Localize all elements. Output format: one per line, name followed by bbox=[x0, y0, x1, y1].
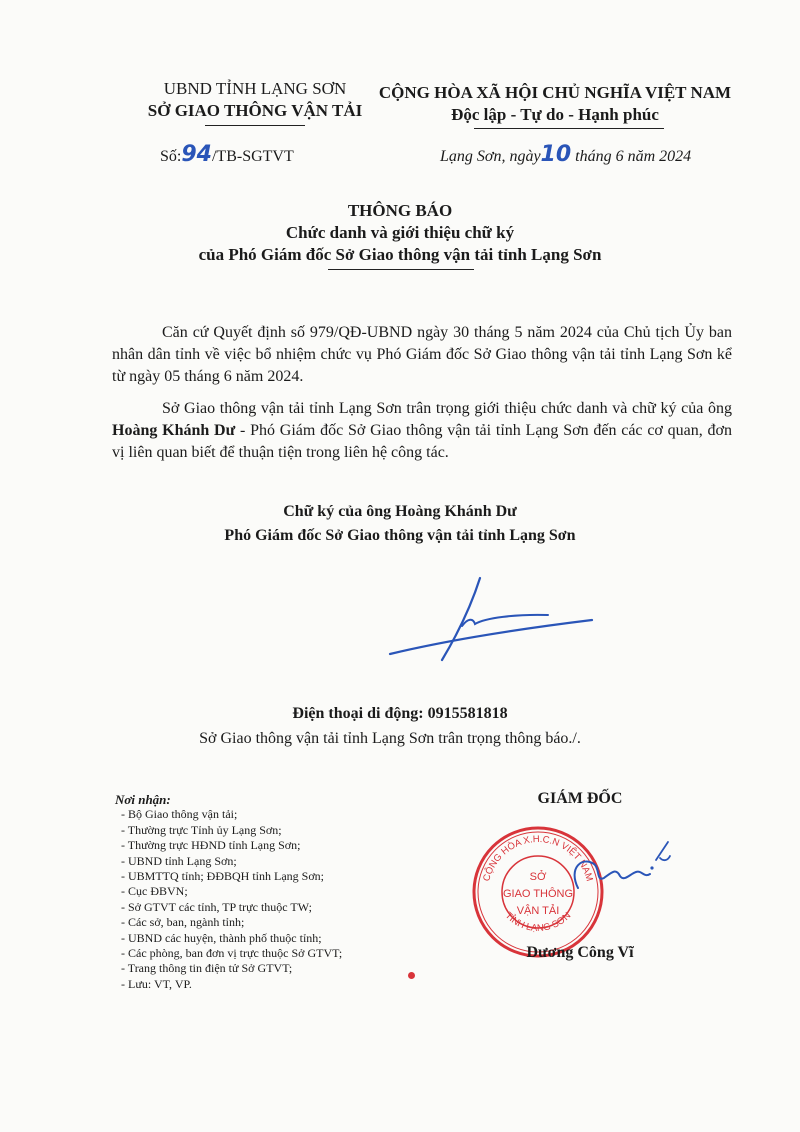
list-item: - Thường trực HĐND tỉnh Lạng Sơn; bbox=[121, 838, 342, 853]
body-paragraph-2: Sở Giao thông vận tải tỉnh Lạng Sơn trân trọng giới thiệu chức danh và chữ ký của ông Hoàng Khánh Dư - Phó Giám đốc Sở Giao thông vận tải tỉnh Lạng Sơn đến các cơ quan, đơn vị liên quan biết để thuận tiện trong liên hệ công tác. bbox=[112, 400, 733, 461]
list-item: - UBND tỉnh Lạng Sơn; bbox=[121, 854, 342, 869]
seal-ring-text: CỘNG HÒA X.H.C.N VIỆT NAM bbox=[481, 833, 595, 883]
handwritten-number: 94 bbox=[181, 142, 212, 167]
list-item: - UBND các huyện, thành phố thuộc tỉnh; bbox=[121, 931, 342, 946]
body-paragraph-1: Căn cứ Quyết định số 979/QĐ-UBND ngày 30 tháng 5 năm 2024 của Chủ tịch Ủy ban nhân dân tỉnh về việc bổ nhiệm chức vụ Phó Giám đốc Sở Giao thông vận tải tỉnh Lạng Sơn kể từ ngày 05 tháng 6 năm 2024. bbox=[112, 324, 732, 385]
list-item: - Bộ Giao thông vận tải; bbox=[121, 807, 342, 822]
document-title bbox=[100, 200, 700, 266]
handwritten-day: 10 bbox=[540, 142, 572, 167]
phone-line: Điện thoại di động: 0915581818 bbox=[292, 705, 508, 722]
deputy-name: Hoàng Khánh Dư bbox=[112, 422, 236, 439]
title-main: THÔNG BÁO bbox=[347, 201, 453, 220]
director-name: Dương Công Vĩ bbox=[526, 944, 634, 961]
recipients-block bbox=[115, 792, 342, 992]
closing-line: Sở Giao thông vận tải tỉnh Lạng Sơn trân trọng thông báo./. bbox=[199, 730, 581, 747]
document-number: Số:94/TB-SGTVT bbox=[160, 142, 294, 167]
issuer-province: UBND TỈNH LẠNG SƠN bbox=[163, 79, 347, 98]
title-sub2: của Phó Giám đốc Sở Giao thông vận tải tỉnh Lạng Sơn bbox=[198, 245, 602, 264]
issuer-block bbox=[130, 78, 380, 122]
seal-center-line-3: VẬN TẢI bbox=[516, 905, 560, 917]
specimen-signature-title: Chữ ký của ông Hoàng Khánh Dư Phó Giám đốc Sở Giao thông vận tải tỉnh Lạng Sơn bbox=[224, 503, 576, 544]
national-name: CỘNG HÒA XÃ HỘI CHỦ NGHĨA VIỆT NAM bbox=[378, 83, 732, 102]
title-underline bbox=[328, 269, 474, 270]
list-item: - Sở GTVT các tỉnh, TP trực thuộc TW; bbox=[121, 900, 342, 915]
issuer-underline bbox=[205, 125, 305, 126]
motto-underline bbox=[474, 128, 664, 129]
list-item: - Lưu: VT, VP. bbox=[121, 977, 342, 992]
recipients-heading: Nơi nhận: bbox=[115, 792, 171, 807]
director-signature bbox=[560, 838, 690, 908]
national-motto: Độc lập - Tự do - Hạnh phúc bbox=[451, 105, 659, 124]
list-item: - Các sở, ban, ngành tỉnh; bbox=[121, 915, 342, 930]
title-sub1: Chức danh và giới thiệu chữ ký bbox=[285, 223, 515, 242]
director-title: GIÁM ĐỐC bbox=[537, 790, 623, 807]
red-dot-mark bbox=[408, 972, 415, 979]
national-header bbox=[355, 82, 755, 126]
list-item: - Cục ĐBVN; bbox=[121, 884, 342, 899]
seal-center-line-1: SỞ bbox=[529, 871, 547, 883]
seal-bottom-text: TỈNH LẠNG SƠN bbox=[502, 910, 574, 935]
list-item: - Thường trực Tỉnh ủy Lạng Sơn; bbox=[121, 823, 342, 838]
list-item: - Trang thông tin điện tử Sở GTVT; bbox=[121, 961, 342, 976]
document-date: Lạng Sơn, ngày10 tháng 6 năm 2024 bbox=[440, 142, 692, 167]
issuer-department: SỞ GIAO THÔNG VẬN TẢI bbox=[147, 101, 363, 120]
list-item: - UBMTTQ tỉnh; ĐĐBQH tỉnh Lạng Sơn; bbox=[121, 869, 342, 884]
seal-center-line-2: GIAO THÔNG bbox=[502, 888, 574, 900]
specimen-signature bbox=[380, 568, 600, 678]
list-item: - Các phòng, ban đơn vị trực thuộc Sở GTVT; bbox=[121, 946, 342, 961]
